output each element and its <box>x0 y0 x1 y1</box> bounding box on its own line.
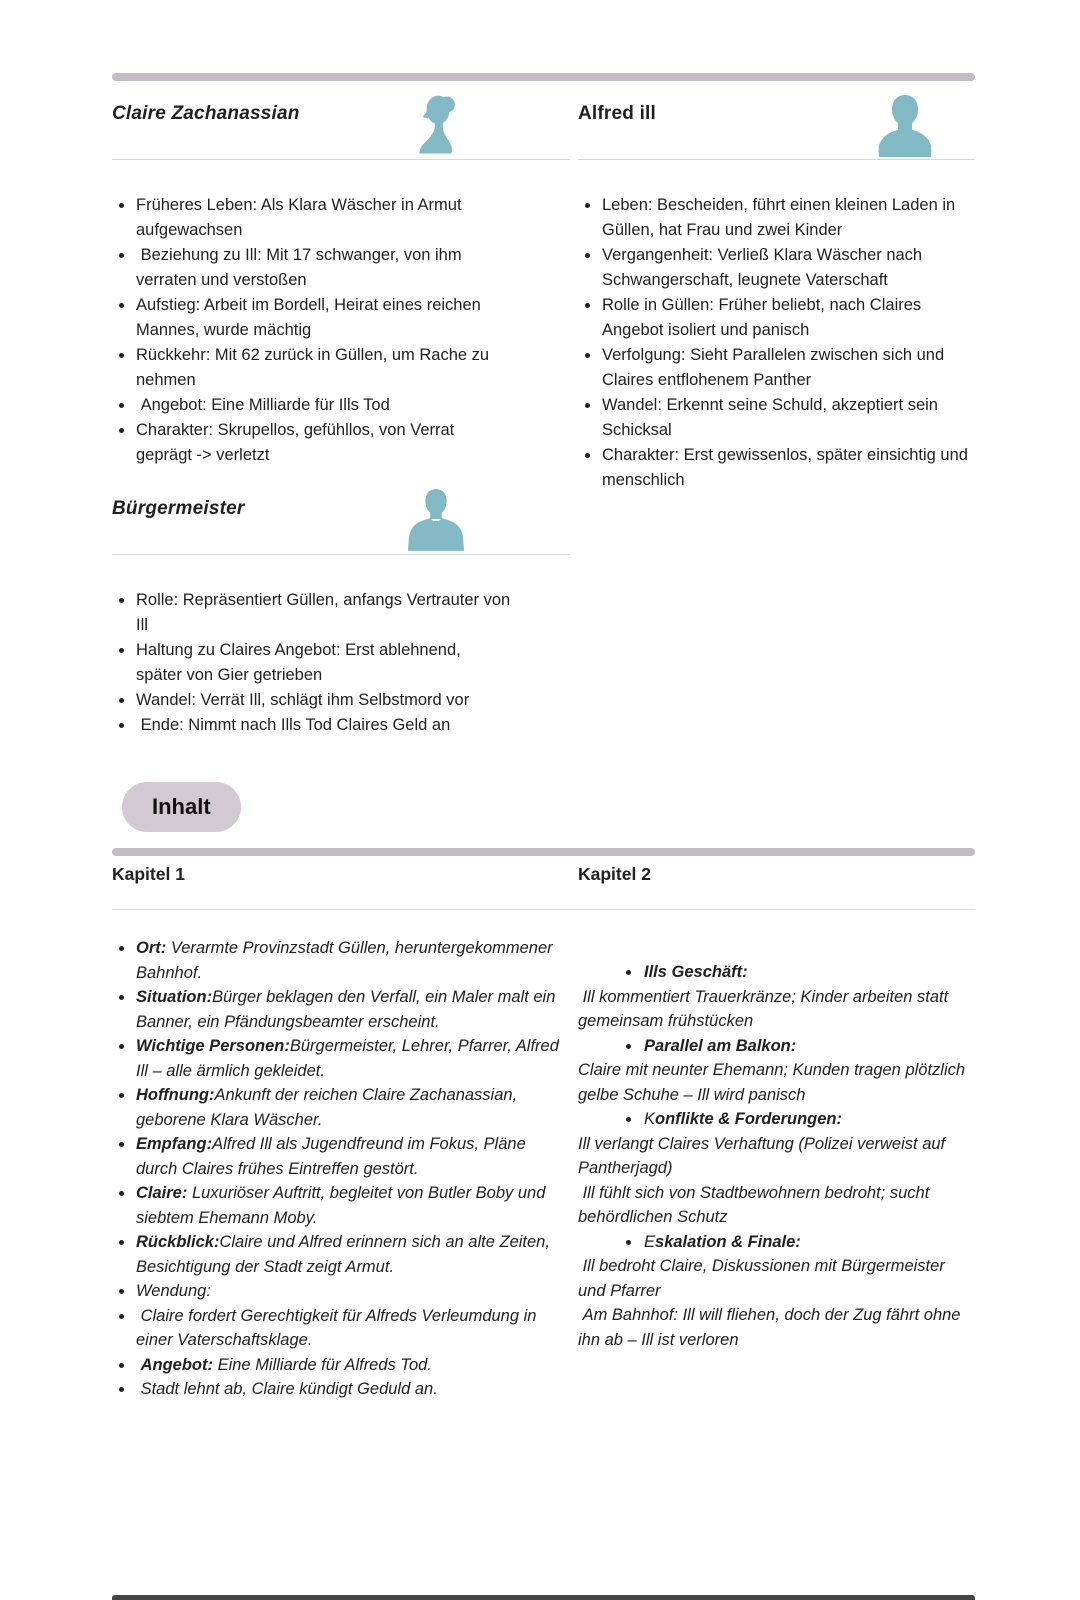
paragraph: Claire mit neunter Ehemann; Kunden tragen plötzlich gelbe Schuhe – Ill wird panisch <box>578 1061 970 1104</box>
character-name: Alfred ill <box>578 103 657 124</box>
top-section-divider-bar <box>112 73 975 81</box>
woman-profile-icon <box>411 93 465 157</box>
character-card-alfred <box>578 93 975 493</box>
chapter-2-blocks <box>578 936 975 1402</box>
list-item: Ort: Verarmte Provinzstadt Güllen, heruntergekommener Bahnhof. <box>112 936 570 985</box>
character-name: Claire Zachanassian <box>112 103 300 124</box>
characters-section <box>112 93 975 738</box>
paragraph: Ill bedroht Claire, Diskussionen mit Bürgermeister und Pfarrer <box>578 1257 950 1300</box>
paragraph: Ill kommentiert Trauerkränze; Kinder arbeiten statt gemeinsam frühstücken <box>578 987 953 1030</box>
document-page <box>0 73 1080 1600</box>
list-item: Beziehung zu Ill: Mit 17 schwanger, von ihm verraten und verstoßen <box>112 243 511 293</box>
character-header <box>112 93 570 160</box>
list-item: Rückkehr: Mit 62 zurück in Güllen, um Rache zu nehmen <box>112 343 511 393</box>
list-item: Rückblick:Claire und Alfred erinnern sich an alte Zeiten, Besichtigung der Stadt zeigt Armut. <box>112 1230 570 1279</box>
list-item: Charakter: Skrupellos, gefühllos, von Verrat geprägt -> verletzt <box>112 418 511 468</box>
list-item: Angebot: Eine Milliarde für Alfreds Tod. <box>112 1353 570 1378</box>
list-item: Charakter: Erst gewissenlos, später einsichtig und menschlich <box>578 443 975 493</box>
list-item: Claire fordert Gerechtigkeit für Alfreds Verleumdung in einer Vaterschaftsklage. <box>112 1304 570 1353</box>
chapter-headers <box>112 864 975 885</box>
man-bust-icon <box>875 93 935 157</box>
list-item: Wandel: Verrät Ill, schlägt ihm Selbstmord vor <box>112 688 511 713</box>
chapter-1-title: Kapitel 1 <box>112 864 185 884</box>
list-item: Haltung zu Claires Angebot: Erst ablehnend, später von Gier getrieben <box>112 638 511 688</box>
character-header <box>578 93 975 160</box>
list-item: Wandel: Erkennt seine Schuld, akzeptiert sein Schicksal <box>578 393 975 443</box>
list-item: Empfang:Alfred Ill als Jugendfreund im Fokus, Pläne durch Claires frühes Eintreffen gestört. <box>112 1132 570 1181</box>
paragraph: Ill fühlt sich von Stadtbewohnern bedroht; sucht behördlichen Schutz <box>578 1183 934 1226</box>
list-item: Aufstieg: Arbeit im Bordell, Heirat eines reichen Mannes, wurde mächtig <box>112 293 511 343</box>
list-item: Eskalation & Finale: <box>578 1230 975 1255</box>
list-item: Stadt lehnt ab, Claire kündigt Geduld an. <box>112 1377 570 1402</box>
character-bullet-list <box>112 193 570 468</box>
list-item: Rolle: Repräsentiert Güllen, anfangs Vertrauter von Ill <box>112 588 511 638</box>
list-item: Ills Geschäft: <box>578 960 975 985</box>
bottom-section-bar <box>112 1595 975 1600</box>
list-item: Situation:Bürger beklagen den Verfall, ein Maler malt ein Banner, ein Pfändungsbeamter erscheint. <box>112 985 570 1034</box>
list-item: Wichtige Personen:Bürgermeister, Lehrer, Pfarrer, Alfred Ill – alle ärmlich gekleidet. <box>112 1034 570 1083</box>
list-item: Früheres Leben: Als Klara Wäscher in Armut aufgewachsen <box>112 193 511 243</box>
list-item: Leben: Bescheiden, führt einen kleinen Laden in Güllen, hat Frau und zwei Kinder <box>578 193 975 243</box>
list-item: Konflikte & Forderungen: <box>578 1107 975 1132</box>
suit-man-icon <box>407 488 465 552</box>
list-item: Angebot: Eine Milliarde für Ills Tod <box>112 393 511 418</box>
right-column <box>578 93 975 738</box>
character-card-buergermeister <box>112 488 570 738</box>
list-item: Ende: Nimmt nach Ills Tod Claires Geld an <box>112 713 511 738</box>
list-item: Claire: Luxuriöser Auftritt, begleitet von Butler Boby und siebtem Ehemann Moby. <box>112 1181 570 1230</box>
chapter-2-title: Kapitel 2 <box>578 864 651 884</box>
list-item: Rolle in Güllen: Früher beliebt, nach Claires Angebot isoliert und panisch <box>578 293 975 343</box>
paragraph: Ill verlangt Claires Verhaftung (Polizei verweist auf Pantherjagd) <box>578 1134 950 1177</box>
paragraph: Am Bahnhof: Ill will fliehen, doch der Zug fährt ohne ihn ab – Ill ist verloren <box>578 1306 966 1349</box>
chapter-1-list <box>112 936 570 1402</box>
character-header <box>112 488 570 555</box>
list-item: Verfolgung: Sieht Parallelen zwischen sich und Claires entflohenem Panther <box>578 343 975 393</box>
inhalt-badge: Inhalt <box>122 782 241 832</box>
left-column <box>112 93 570 738</box>
list-item: Vergangenheit: Verließ Klara Wäscher nach Schwangerschaft, leugnete Vaterschaft <box>578 243 975 293</box>
character-name: Bürgermeister <box>112 498 245 519</box>
character-bullet-list <box>578 193 975 493</box>
chapter-content <box>112 910 975 1402</box>
list-item: Wendung: <box>112 1279 570 1304</box>
list-item: Hoffnung:Ankunft der reichen Claire Zachanassian, geborene Klara Wäscher. <box>112 1083 570 1132</box>
inhalt-section-divider-bar <box>112 848 975 856</box>
character-bullet-list <box>112 588 570 738</box>
list-item: Parallel am Balkon: <box>578 1034 975 1059</box>
character-card-claire <box>112 93 570 468</box>
